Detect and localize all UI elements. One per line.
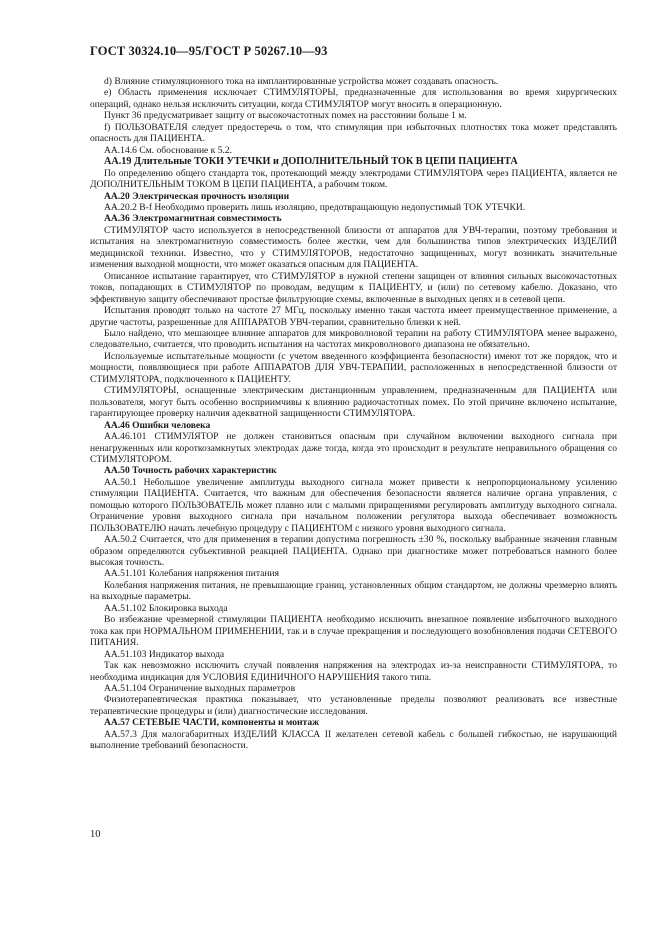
paragraph: d) Влияние стимуляционного тока на имплантированные устройства может создавать опасность. (104, 76, 499, 87)
paragraph: Пункт 36 предусматривает защиту от высокочастотных помех на расстоянии больше 1 м. (104, 110, 467, 122)
document-body (90, 76, 617, 752)
page-header: ГОСТ 30324.10—95/ГОСТ Р 50267.10—93 (90, 44, 328, 58)
paragraph: СТИМУЛЯТОР часто используется в непосредственной близости от аппаратов для УВЧ-терапии, поэтому требования и испытания на электромагнитную совместимость более жестки, чем для большинства типов электрических ИЗДЕЛИЙ медицинской техники. Известно, что у СТИМУЛЯТОРОВ, недостаточно защищенных, могут возникать значительные изменения выходной мощности, что может оказаться опасным для ПАЦИЕНТА. (90, 224, 617, 271)
paragraph: Испытания проводят только на частоте 27 МГц, поскольку именно такая частота имеет преимущественное применение, а другие частоты, разрешенные для АППАРАТОВ УВЧ-терапии, сравнительно близки к ней. (90, 305, 617, 328)
paragraph: АА.51.103 Индикатор выхода (104, 648, 225, 660)
paragraph: По определению общего стандарта ток, протекающий между электродами СТИМУЛЯТОРА через ПАЦИЕНТА, является не ДОПОЛНИТЕЛЬНЫМ ТОКОМ В ЦЕПИ ПАЦИЕНТА, а рабочим током. (90, 167, 617, 191)
paragraph: Во избежание чрезмерной стимуляции ПАЦИЕНТА необходимо исключить внезапное появление избыточного выходного тока как при НОРМАЛЬНОМ ПРИМЕНЕНИИ, так и в случае прекращения и последующего возобновления подачи СЕТЕВОГО ПИТАНИЯ. (90, 614, 617, 649)
paragraph: АА.20.2 B-f Необходимо проверить лишь изоляцию, предотвращающую недопустимый ТОК УТЕЧКИ. (104, 201, 526, 213)
section-heading: АА.46 Ошибки человека (104, 419, 211, 431)
section-heading: АА.36 Электромагнитная совместимость (104, 213, 282, 225)
paragraph: АА.51.101 Колебания напряжения питания (104, 568, 279, 580)
paragraph: Физиотерапевтическая практика показывает, что установленные пределы позволяют реализовать все известные терапевтические процедуры и (или) диагностические исследования. (90, 694, 617, 717)
paragraph: АА.14.6 См. обоснование к 5.2. (104, 144, 233, 156)
paragraph: СТИМУЛЯТОРЫ, оснащенные электрическим дистанционным управлением, предназначенным для ПАЦИЕНТА или пользователя, могут быть особенно восприимчивы к влиянию радиочастотных помех. По этой причине включено испытание, гарантирующее проверку наличия адекватной защищенности СТИМУЛЯТОРА. (90, 385, 617, 420)
section-heading: АА.19 Длительные ТОКИ УТЕЧКИ и ДОПОЛНИТЕЛЬНЫЙ ТОК В ЦЕПИ ПАЦИЕНТА (104, 156, 518, 168)
paragraph: е) Область применения исключает СТИМУЛЯТОРЫ, предназначенные для использования во время хирургических операций, однако нельзя исключить ситуации, когда СТИМУЛЯТОР могут вносить в операционную. (90, 87, 617, 110)
paragraph: АА.51.102 Блокировка выхода (104, 602, 228, 614)
paragraph: АА.50.1 Небольшое увеличение амплитуды выходного сигнала может привести к непропорциональному усилению стимуляции ПАЦИЕНТА. Считается, что важным для обеспечения безопасности является наличие органа управления, с помощью которого ПОЛЬЗОВАТЕЛЬ может плавно или с малыми приращениями регулировать амплитуду выходного сигнала. Ограничение уровня выходного сигнала при начальном положении регулятора выхода обеспечивает возможность ПОЛЬЗОВАТЕЛЮ начать лечебную процедуру с ПАЦИЕНТОМ с низкого уровня выходного сигнала. (90, 476, 617, 534)
section-heading: АА.57 СЕТЕВЫЕ ЧАСТИ, компоненты и монтаж (104, 717, 320, 729)
section-heading: АА.20 Электрическая прочность изоляции (104, 190, 290, 202)
page-number: 10 (90, 829, 101, 840)
paragraph: Используемые испытательные мощности (с учетом введенного коэффициента безопасности) имеют тот же порядок, что и мощности, появляющиеся при работе АППАРАТОВ ДЛЯ УВЧ-ТЕРАПИИ, расположенных в непосредственной близости от СТИМУЛЯТОРА, подключенного к ПАЦИЕНТУ. (90, 350, 617, 385)
paragraph: f) ПОЛЬЗОВАТЕЛЯ следует предостеречь о том, что стимуляция при избыточных плотностях тока может представлять опасность для ПАЦИЕНТА. (90, 121, 617, 145)
paragraph: Было найдено, что мешающее влияние аппаратов для микроволновой терапии на работу СТИМУЛЯТОРА менее выражено, следовательно, считается, что проводить испытания на частотах микроволнового диапазона не обязательно. (90, 327, 617, 351)
paragraph: АА.57.3 Для малогабаритных ИЗДЕЛИЙ КЛАССА II желателен сетевой кабель с большей гибкостью, не нарушающий выполнение требований безопасности. (90, 728, 617, 752)
paragraph: Так как невозможно исключить случай появления напряжения на электродах из-за неисправности СТИМУЛЯТОРА, то необходима индикация для УСЛОВИЯ ЕДИНИЧНОГО НАРУШЕНИЯ такого типа. (90, 660, 617, 683)
paragraph: АА.46.101 СТИМУЛЯТОР не должен становиться опасным при случайном включении выходного сигнала при ненагруженных или короткозамкнутых электродах даже тогда, когда это происходит в результате неправильного обращения со СТИМУЛЯТОРОМ. (90, 431, 617, 465)
paragraph: Колебания напряжения питания, не превышающие границ, установленных общим стандартом, не должны чрезмерно влиять на выходные параметры. (90, 579, 617, 603)
paragraph: АА.51.104 Ограничение выходных параметров (104, 683, 296, 695)
paragraph: АА.50.2 Считается, что для применения в терапии допустима погрешность ±30 %, поскольку выбранные значения главным образом определяются субъективной реакцией ПАЦИЕНТА. Однако при диагностике может потребоваться намного более высокая точность. (90, 534, 617, 569)
paragraph: Описанное испытание гарантирует, что СТИМУЛЯТОР в нужной степени защищен от влияния сильных высокочастотных токов, попадающих в СТИМУЛЯТОР по проводам, ведущим к ПАЦИЕНТУ, и (или) по сетевому кабелю. Доказано, что эффективную защиту обеспечивают простые фильтрующие схемы, включенные в выходных цепях и в сетевой цепи. (90, 270, 617, 305)
section-heading: АА.50 Точность рабочих характеристик (104, 465, 277, 477)
